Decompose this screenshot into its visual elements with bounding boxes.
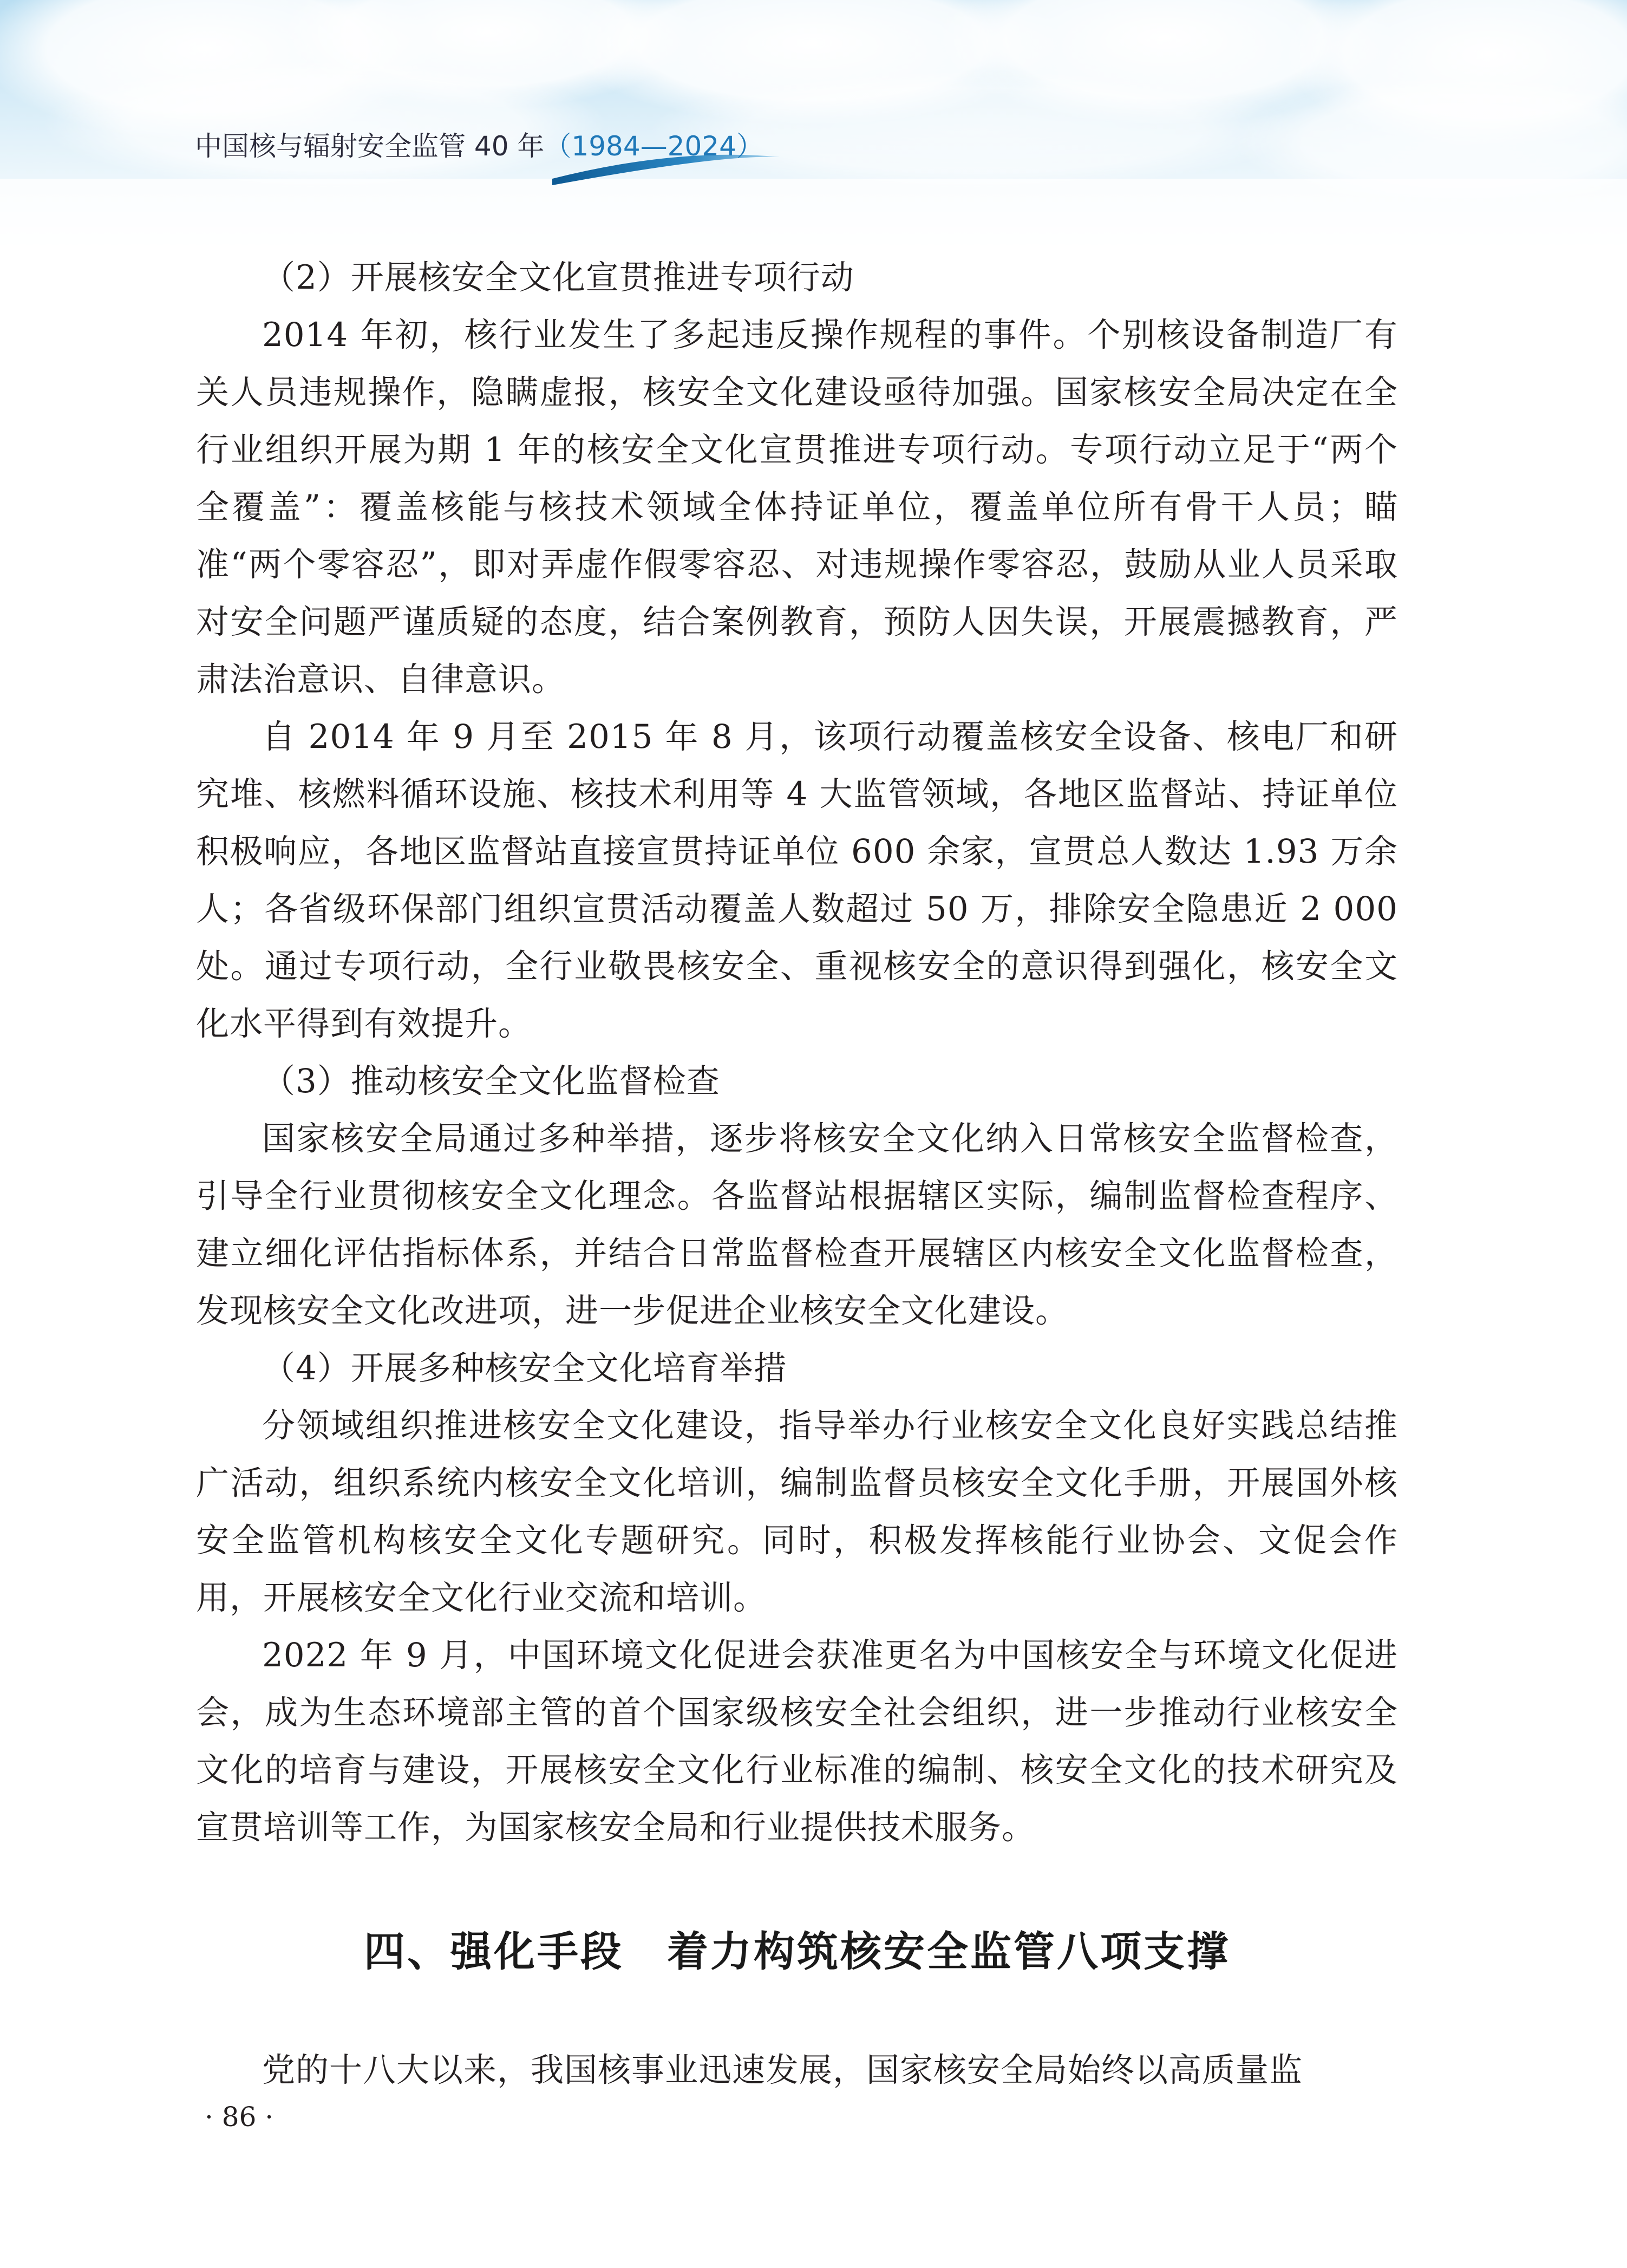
subheading-4: （4）开展多种核安全文化培育举措	[262, 1349, 787, 1387]
header-years: （1984—2024）	[544, 131, 763, 162]
paragraph: 自 2014 年 9 月至 2015 年 8 月，该项行动覆盖核安全设备、核电厂和研究堆、核燃料循环设施、核技术利用等 4 大监管领域，各地区监督站、持证单位积极响应，各地区监督站直接宣贯持证单位 600 余家，宣贯总人数达 1.93 万余人；各省级环保部门组织宣贯活动覆盖人数超过 50 万，排除安全隐患近 2 000 处。通过专项行动，全行业敬畏核安全、重视核安全的意识得到强化，核安全文化水平得到有效提升。	[196, 718, 1398, 1043]
subheading-3: （3）推动核安全文化监督检查	[262, 1062, 720, 1100]
running-header	[195, 125, 763, 164]
header-title: 中国核与辐射安全监管 40 年	[195, 131, 545, 162]
page-number: · 86 ·	[205, 2101, 274, 2133]
section-title: 四、强化手段 着力构筑核安全监管八项支撑	[364, 1927, 1230, 1976]
paragraph: 国家核安全局通过多种举措，逐步将核安全文化纳入日常核安全监督检查，引导全行业贯彻核安全文化理念。各监督站根据辖区实际，编制监督检查程序、建立细化评估指标体系，并结合日常监督检查开展辖区内核安全文化监督检查，发现核安全文化改进项，进一步促进企业核安全文化建设。	[196, 1119, 1398, 1330]
paragraph: 2014 年初，核行业发生了多起违反操作规程的事件。个别核设备制造厂有关人员违规操作，隐瞒虚报，核安全文化建设亟待加强。国家核安全局决定在全行业组织开展为期 1 年的核安全文化宣贯推进专项行动。专项行动立足于“两个全覆盖”：覆盖核能与核技术领域全体持证单位，覆盖单位所有骨干人员；瞄准“两个零容忍”，即对弄虚作假零容忍、对违规操作零容忍，鼓励从业人员采取对安全问题严谨质疑的态度，结合案例教育，预防人因失误，开展震撼教育，严肃法治意识、自律意识。	[196, 316, 1398, 699]
subheading-2: （2）开展核安全文化宣贯推进专项行动	[262, 258, 854, 297]
paragraph: 2022 年 9 月，中国环境文化促进会获准更名为中国核安全与环境文化促进会，成为生态环境部主管的首个国家级核安全社会组织，进一步推动行业核安全文化的培育与建设，开展核安全文化行业标准的编制、核安全文化的技术研究及宣贯培训等工作，为国家核安全局和行业提供技术服务。	[196, 1636, 1398, 1847]
paragraph: 分领域组织推进核安全文化建设，指导举办行业核安全文化良好实践总结推广活动，组织系统内核安全文化培训，编制监督员核安全文化手册，开展国外核安全监管机构核安全文化专题研究。同时，积极发挥核能行业协会、文促会作用，开展核安全文化行业交流和培训。	[196, 1406, 1398, 1617]
paragraph: 党的十八大以来，我国核事业迅速发展，国家核安全局始终以高质量监	[262, 2051, 1303, 2089]
page-body	[196, 249, 1398, 2099]
